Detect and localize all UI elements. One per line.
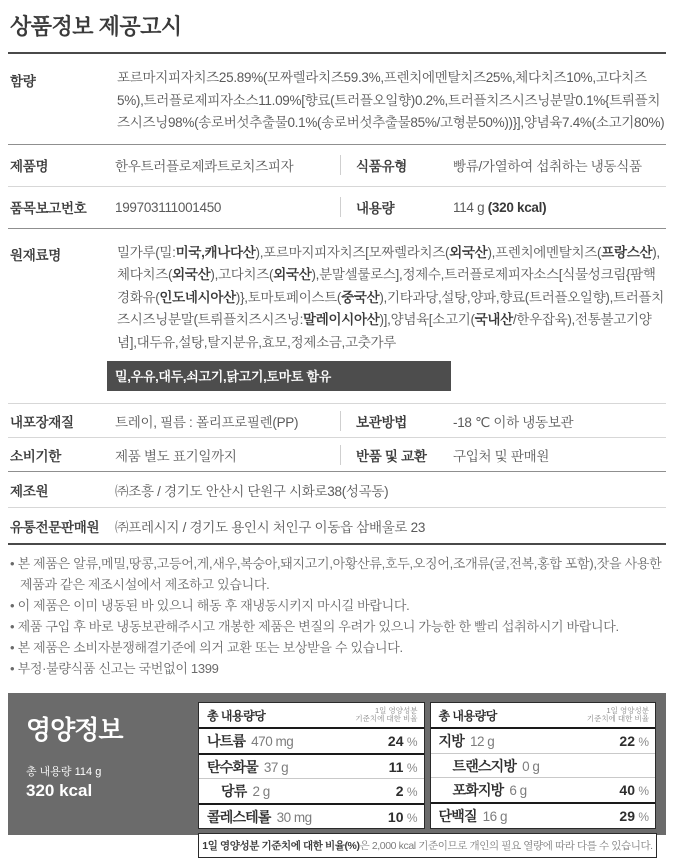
distributor-value: ㈜프레시지 / 경기도 용인시 처인구 이동읍 삼배울로 23 [115, 519, 426, 535]
page-title: 상품정보 제공고시 [10, 14, 182, 39]
nutrient-row-protein: 단백질 16 g 29 % [431, 802, 656, 828]
net-amount-value: 114 g (320 kcal) [453, 199, 547, 215]
distributor-label: 유통전문판매원 [10, 519, 100, 535]
nutrient-row-carbs: 탄수화물 37 g 11 % [199, 753, 424, 779]
product-table [8, 145, 666, 228]
nutrition-table-header [199, 703, 424, 729]
ingredients-section [8, 229, 666, 355]
notice-item: • 본 제품은 소비자분쟁해결기준에 의거 교환 또는 보상받을 수 있습니다. [10, 637, 666, 658]
return-exchange-value: 구입처 및 판매원 [453, 448, 550, 464]
allergen-banner: 밀,우유,대두,쇠고기,닭고기,토마토 함유 [107, 361, 451, 391]
notice-item: • 제품 구입 후 바로 냉동보관해주시고 개봉한 제품은 변질의 우려가 있으니 가능한 한 빨리 섭취하시기 바랍니다. [10, 616, 666, 637]
product-name-label: 제품명 [10, 159, 49, 174]
storage-method-value: -18 ℃ 이하 냉동보관 [453, 414, 574, 430]
manufacturer-value: ㈜조흥 / 경기도 안산시 단원구 시화로38(성곡동) [115, 483, 389, 499]
nutrition-total-amount: 총 내용량 114 g [26, 766, 102, 778]
package-table [8, 404, 666, 471]
food-type-cell [340, 155, 666, 175]
nutrient-row-satfat: 포화지방 6 g 40 % [431, 777, 656, 802]
ingredients-value: 밀가루(밀:미국,캐나다산),포르마지피자치즈[모짜렐라치즈(외국산),프렌치에멘탈치즈(프랑스산),체다치즈(외국산),고다치즈(외국산),분말셀룰로스],정제수,트러플로제피자소스[식물성크림{팜핵경화유(인도네시아산)},토마토페이스트(중국산),기타과당,설탕,양파,향료(트러플오일향),트러플치즈시즈닝분말(트뤼플치즈시즈닝:말레이시아산)],양념육[소고기(국내산/한우잡육),전통불고기양념],대두유,설탕,탈지분유,효모,정제소금,고춧가루 [117, 244, 665, 350]
expiry-label: 소비기한 [10, 448, 61, 464]
notice-item: • 부정·불량식품 신고는 국번없이 1399 [10, 658, 666, 679]
report-number-cell [8, 197, 340, 217]
table-row [8, 145, 666, 186]
daily-value-note: 1일 영양성분 기준치에 대한 비율 [355, 705, 418, 723]
return-exchange-label: 반품 및 교환 [356, 448, 427, 464]
notice-item: • 본 제품은 알류,메밀,땅콩,고등어,게,새우,복숭아,돼지고기,아황산류,호두,오징어,조개류(굴,전복,홍합 포함),잣을 사용한 제품과 같은 제조시설에서 제조하고 있습니다. [10, 553, 666, 595]
nutrient-row-transfat: 트랜스지방 0 g [431, 753, 656, 778]
food-type-label: 식품유형 [356, 159, 407, 174]
content-label: 함량 [10, 74, 36, 89]
content-value: 포르마지피자치즈25.89%(모짜렐라치즈59.3%,프렌치에멘탈치즈25%,체다치즈10%,고다치즈5%),트러플로제피자소스11.09%[향료(트러플오일향)0.2%,트러플치즈시즈닝분말0.1%{트뤼플치즈시즈닝98%(송로버섯추출물0.1%(송로버섯추출물85%/고형분50%))}],양념육7.4%(소고기80%) [117, 70, 665, 130]
manufacturer-row [8, 472, 666, 507]
nutrient-row-sodium: 나트륨 470 mg 24 % [207, 733, 418, 749]
daily-value-note: 1일 영양성분 기준치에 대한 비율 [586, 705, 649, 723]
ingredients-label: 원재료명 [10, 247, 61, 263]
nutrition-table-right [430, 702, 657, 829]
net-amount-cell [340, 197, 666, 217]
storage-method-cell [340, 411, 666, 431]
table-row [8, 404, 666, 437]
product-name-cell [8, 155, 340, 175]
table-row [8, 187, 666, 228]
report-number-value: 199703111001450 [115, 199, 222, 215]
nutrition-summary [8, 702, 198, 826]
nutrient-row-cholesterol: 콜레스테롤 30 mg 10 % [199, 803, 424, 829]
net-amount-label: 내용량 [356, 201, 395, 216]
nutrition-title: 영양정보 [26, 715, 123, 745]
content-section [8, 54, 666, 144]
nutrition-table-left [198, 702, 425, 829]
package-material-cell [8, 411, 340, 431]
nutrient-row-fat: 지방 12 g 22 % [438, 733, 649, 749]
nutrition-panel [8, 693, 666, 852]
expiry-cell [8, 445, 340, 465]
per-total-label: 총 내용량당 [207, 708, 266, 723]
per-total-label: 총 내용량당 [438, 708, 497, 723]
expiry-value: 제품 별도 표기일까지 [115, 448, 237, 464]
report-number-label: 품목보고번호 [10, 201, 87, 216]
nutrition-footnote: 1일 영양성분 기준치에 대한 비율(%)은 2,000 kcal 기준이므로 개인의 필요 열량에 따라 다를 수 있습니다. [198, 833, 657, 858]
table-row [8, 438, 666, 471]
distributor-row [8, 508, 666, 543]
product-name-value: 한우트러플로제콰트로치즈피자 [115, 159, 294, 174]
storage-method-label: 보관방법 [356, 414, 407, 430]
package-material-value: 트레이, 필름 : 폴리프로필렌(PP) [115, 414, 299, 430]
nutrition-tables [198, 702, 657, 852]
notice-list [8, 545, 666, 685]
nutrition-kcal: 320 kcal [26, 781, 93, 800]
nutrient-row-sugars: 당류 2 g 2 % [199, 778, 424, 803]
return-exchange-cell [340, 445, 666, 465]
manufacturer-label: 제조원 [10, 483, 49, 499]
package-material-label: 내포장재질 [10, 414, 74, 430]
notice-item: • 이 제품은 이미 냉동된 바 있으니 해동 후 재냉동시키지 마시길 바랍니다. [10, 595, 666, 616]
nutrition-table-header [431, 703, 656, 729]
food-type-value: 빵류/가열하여 섭취하는 냉동식품 [453, 159, 642, 174]
